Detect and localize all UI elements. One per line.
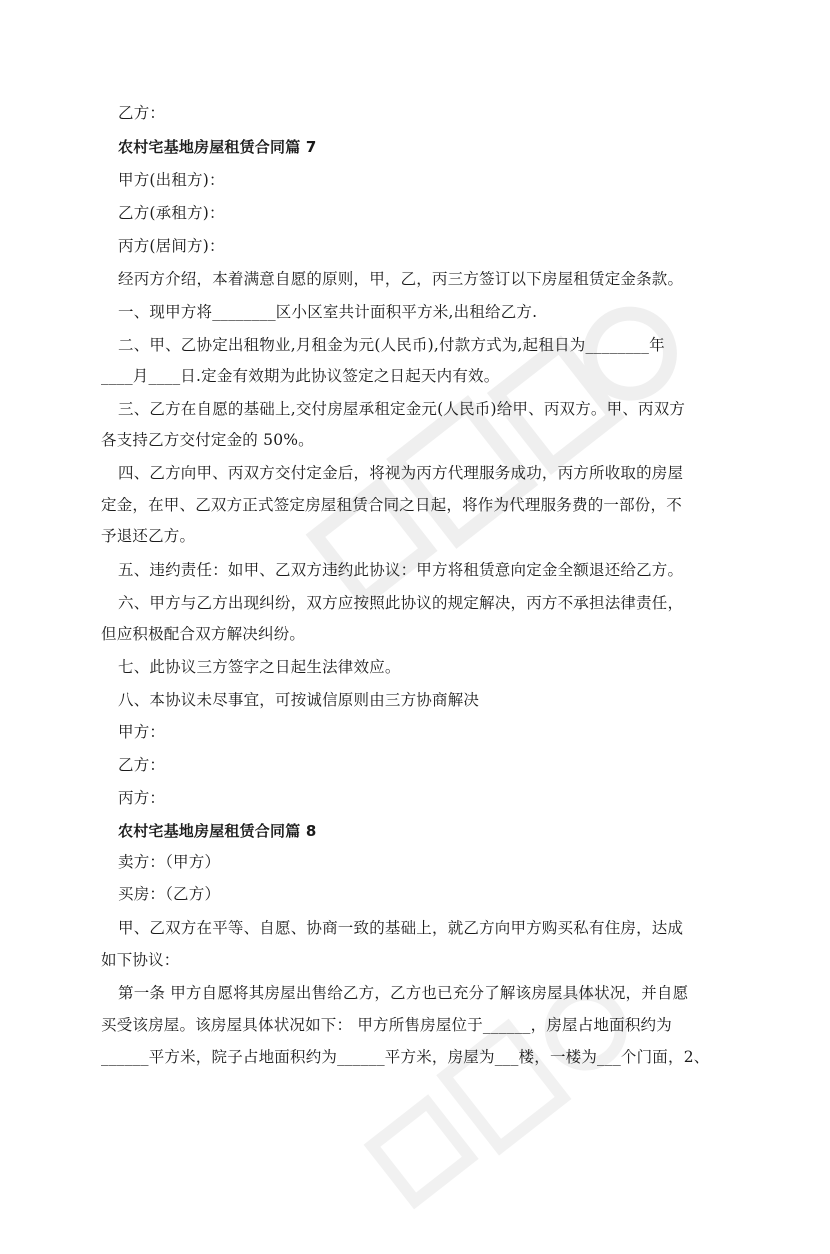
signature-party-c: 丙方： — [118, 789, 166, 807]
agreement-intro: 甲、乙双方在平等、自愿、协商一致的基础上，就乙方向甲方购买私有住房，达成 — [118, 919, 684, 937]
clause-5: 五、违约责任：如甲、乙双方违约此协议：甲方将租赁意向定金全额退还给乙方。 — [118, 561, 684, 579]
seller-party: 卖方：（甲方） — [118, 853, 221, 871]
section-heading-7: 农村宅基地房屋租赁合同篇 7 — [118, 138, 317, 156]
clause-8: 八、本协议未尽事宜，可按诚信原则由三方协商解决 — [118, 691, 480, 709]
article-1: 第一条 甲方自愿将其房屋出售给乙方，乙方也已充分了解该房屋具体状况，并自愿 — [118, 984, 689, 1002]
intro-paragraph: 经丙方介绍，本着满意自愿的原则，甲，乙，丙三方签订以下房屋租赁定金条款。 — [118, 270, 684, 288]
clause-4: 四、乙方向甲、丙双方交付定金后，将视为丙方代理服务成功，丙方所收取的房屋 — [118, 464, 684, 482]
clause-3: 三、乙方在自愿的基础上,交付房屋承租定金元(人民币)给甲、丙双方。甲、丙双方 — [118, 400, 686, 418]
article-1-cont-1: 买受该房屋。该房屋具体状况如下： 甲方所售房屋位于______，房屋占地面积约为 — [101, 1016, 672, 1034]
signature-party-b-2: 乙方： — [118, 756, 166, 774]
clause-1: 一、现甲方将________区小区室共计面积平方米,出租给乙方. — [118, 303, 538, 321]
clause-6: 六、甲方与乙方出现纠纷，双方应按照此协议的规定解决，丙方不承担法律责任， — [118, 594, 684, 612]
buyer-party: 买房：（乙方） — [118, 885, 221, 903]
party-a-lessor: 甲方(出租方)： — [118, 171, 225, 189]
clause-2: 二、甲、乙协定出租物业,月租金为元(人民币),付款方式为,起租日为________年 — [118, 336, 665, 354]
signature-party-b: 乙方： — [118, 104, 166, 122]
clause-4-cont-2: 予退还乙方。 — [101, 527, 196, 545]
party-c-intermediary: 丙方(居间方)： — [118, 237, 225, 255]
clause-4-cont-1: 定金，在甲、乙双方正式签定房屋租赁合同之日起，将作为代理服务费的一部份，不 — [101, 496, 682, 514]
party-b-lessee: 乙方(承租方)： — [118, 204, 225, 222]
section-heading-8: 农村宅基地房屋租赁合同篇 8 — [118, 822, 317, 840]
signature-party-a: 甲方： — [118, 723, 166, 741]
clause-3-cont: 各支持乙方交付定金的 50%。 — [101, 431, 314, 449]
agreement-intro-cont: 如下协议： — [101, 951, 180, 969]
clause-7: 七、此协议三方签字之日起生法律效应。 — [118, 658, 401, 676]
article-1-cont-2: ______平方米，院子占地面积约为______平方米，房屋为___楼，一楼为___个门面，2、 — [101, 1048, 710, 1066]
clause-6-cont: 但应积极配合双方解决纠纷。 — [101, 625, 306, 643]
clause-2-cont: ____月____日.定金有效期为此协议签定之日起天内有效。 — [101, 367, 500, 385]
